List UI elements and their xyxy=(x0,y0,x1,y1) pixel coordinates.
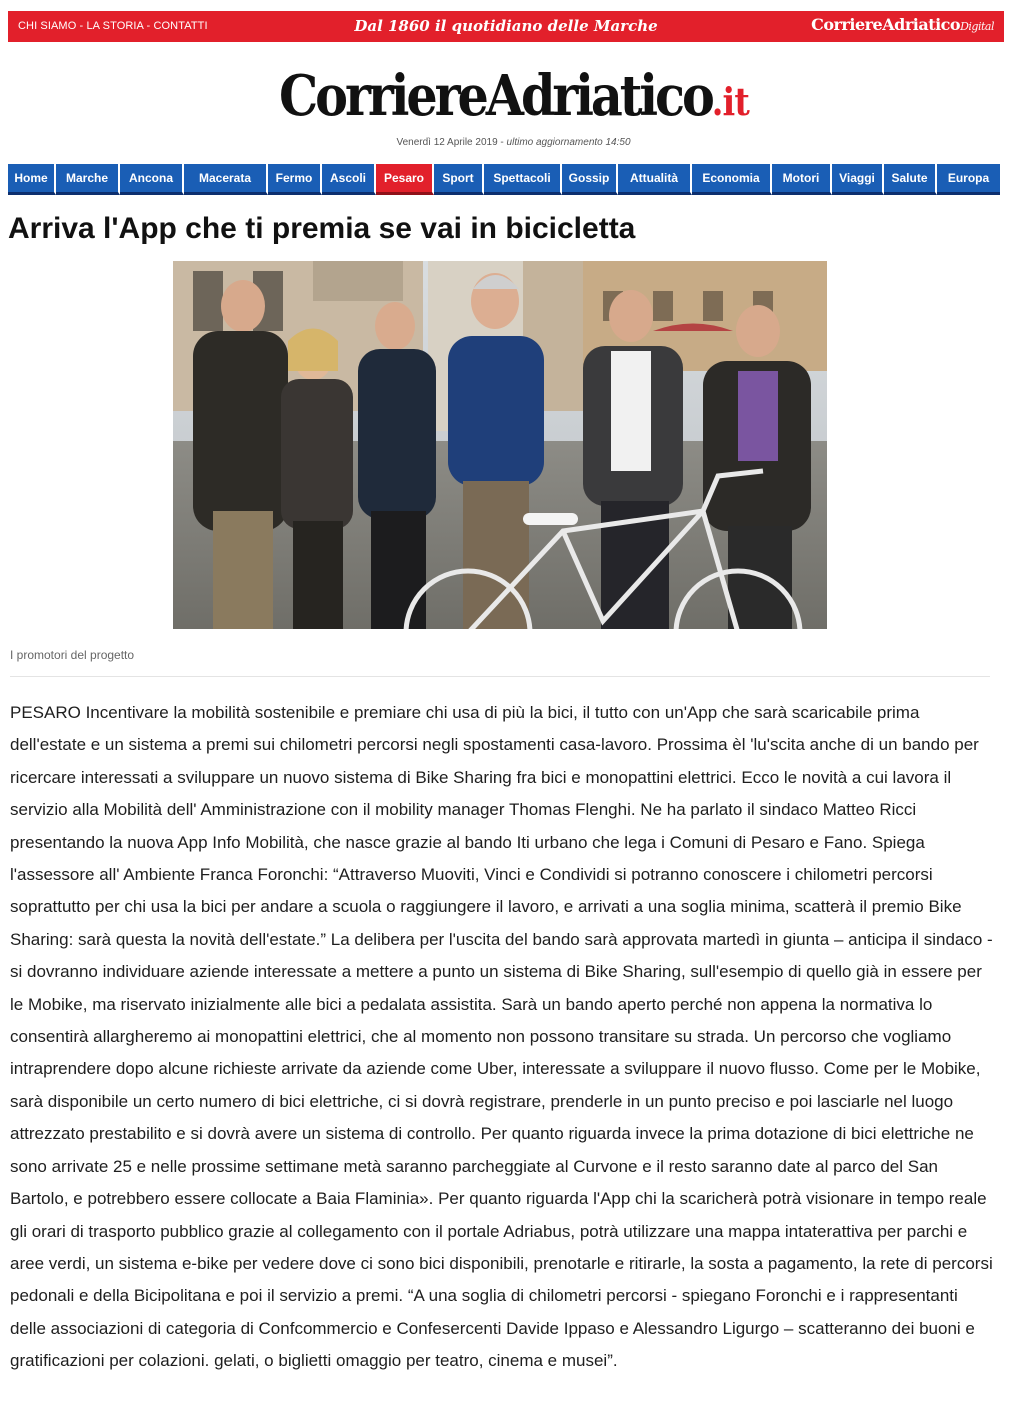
digital-brand: CorriereAdriatico xyxy=(811,15,961,34)
article-body: PESARO Incentivare la mobilità sostenibile e premiare chi usa di più la bici, il tutto con un'App che sarà scaricabile prima dell'estate e un sistema a premi sui chilometri percorsi negli spostamenti casa-lavoro. Prossima èl 'lu'scita anche di un bando per ricercare interessati a sviluppare un nuovo sistema di Bike Sharing fra bici e monopattini elettrici. Ecco le novità a cui lavora il servizio alla Mobilità dell' Amministrazione con il mobility manager Thomas Flenghi. Ne ha parlato il sindaco Matteo Ricci presentando la nuova App Info Mobilità, che nasce grazie al bando Iti urbano che lega i Comuni di Pesaro e Fano. Spiega l'assessore all' Ambiente Franca Foronchi: “Attraverso Muoviti, Vinci e Condividi si potranno conoscere i chilometri percorsi soprattutto per chi usa la bici per andare a scuola o raggiungere il lavoro, e arrivati a una soglia minima, scatterà il premio Bike Sharing: sarà questa la novità dell'estate.” La delibera per l'uscita del bando sarà approvata martedì in giunta – anticipa il sindaco - si dovranno individuare aziende interessate a mettere a punto un sistema di Bike Sharing, sull'esempio di quello già in essere per le Mobike, ma riservato inizialmente alle bici a pedalata assistita. Sarà un bando aperto perché non appena la normativa lo consentirà allargheremo ai monopattini elettrici, che al momento non possono transitare su strada. Un percorso che vogliamo intraprendere dopo alcune richieste arrivate da aziende come Uber, interessate a sviluppare il nuovo flusso. Come per le Mobike, sarà disponibile un certo numero di bici elettriche, ci si dovrà registrare, prenderle in un punto preciso e poi lasciarle nel luogo attrezzato prestabilito e si dovrà avere un sistema di controllo. Per quanto riguarda invece la prima dotazione di bici elettriche ne sono arrivate 25 e nelle prossime settimane metà saranno parcheggiate al Curvone e il resto saranno date al parco del San Bartolo, e potrebbero essere collocate a Baia Flaminia». Per quanto riguarda l'App chi la scaricherà potrà visionare in tempo reale gli orari di trasporto pubblico grazie al collegamento con il portale Adriabus, potrà utilizzare una mappa intaterattiva per parchi e aree verdi, un sistema e-bike per vedere dove ci sono bici disponibili, prenotarle e ritirarle, la sosta a pagamento, la rete di percorsi pedonali e della Bicipolitana e poi il servizio a premi. “A una soglia di chilometri percorsi - spiegano Foronchi e i rappresentanti delle associazioni di categoria di Confcommercio e Confesercenti Davide Ippaso e Alessandro Ligurgo – scatteranno dei buoni e gratificazioni per colazioni. gelati, o biglietti omaggio per teatro, cinema e musei”. xyxy=(10,703,993,1371)
divider xyxy=(10,676,990,677)
nav-item-home[interactable]: Home xyxy=(8,164,56,195)
digital-suffix: Digital xyxy=(960,20,994,33)
last-updated: ultimo aggiornamento 14:50 xyxy=(506,137,631,148)
link-la-storia[interactable]: LA STORIA xyxy=(86,20,144,32)
article-photo xyxy=(173,261,827,629)
link-contatti[interactable]: CONTATTI xyxy=(153,20,208,32)
nav-item-spettacoli[interactable]: Spettacoli xyxy=(484,164,562,195)
link-chi-siamo[interactable]: CHI SIAMO xyxy=(18,20,77,32)
nav-item-economia[interactable]: Economia xyxy=(692,164,772,195)
nav-item-attualit-[interactable]: Attualità xyxy=(618,164,692,195)
photo-illustration xyxy=(173,261,827,629)
nav-item-ascoli[interactable]: Ascoli xyxy=(322,164,376,195)
nav-item-viaggi[interactable]: Viaggi xyxy=(832,164,884,195)
logo-suffix: .it xyxy=(711,79,749,124)
link-separator: - xyxy=(76,20,87,32)
masthead xyxy=(0,62,1027,136)
dateline xyxy=(0,137,1027,148)
nav-item-europa[interactable]: Europa xyxy=(937,164,1000,195)
nav-item-motori[interactable]: Motori xyxy=(772,164,832,195)
nav-item-macerata[interactable]: Macerata xyxy=(184,164,268,195)
digital-edition-link[interactable] xyxy=(811,15,994,34)
nav-item-ancona[interactable]: Ancona xyxy=(120,164,184,195)
site-logo[interactable] xyxy=(279,62,749,136)
article-headline: Arriva l'App che ti premia se vai in bicicletta xyxy=(8,212,636,245)
nav-item-salute[interactable]: Salute xyxy=(884,164,937,195)
nav-item-pesaro[interactable]: Pesaro xyxy=(376,164,434,195)
tagline: Dal 1860 il quotidiano delle Marche xyxy=(354,17,658,35)
current-date: Venerdì 12 Aprile 2019 xyxy=(396,137,498,148)
nav-item-sport[interactable]: Sport xyxy=(434,164,484,195)
link-separator: - xyxy=(143,20,154,32)
nav-item-gossip[interactable]: Gossip xyxy=(562,164,618,195)
top-bar xyxy=(8,11,1004,42)
nav-item-marche[interactable]: Marche xyxy=(56,164,120,195)
date-separator: - xyxy=(497,137,507,148)
nav-item-fermo[interactable]: Fermo xyxy=(268,164,322,195)
logo-main: CorriereAdriatico xyxy=(278,63,712,129)
main-nav xyxy=(8,164,1003,195)
photo-caption: I promotori del progetto xyxy=(10,648,135,662)
